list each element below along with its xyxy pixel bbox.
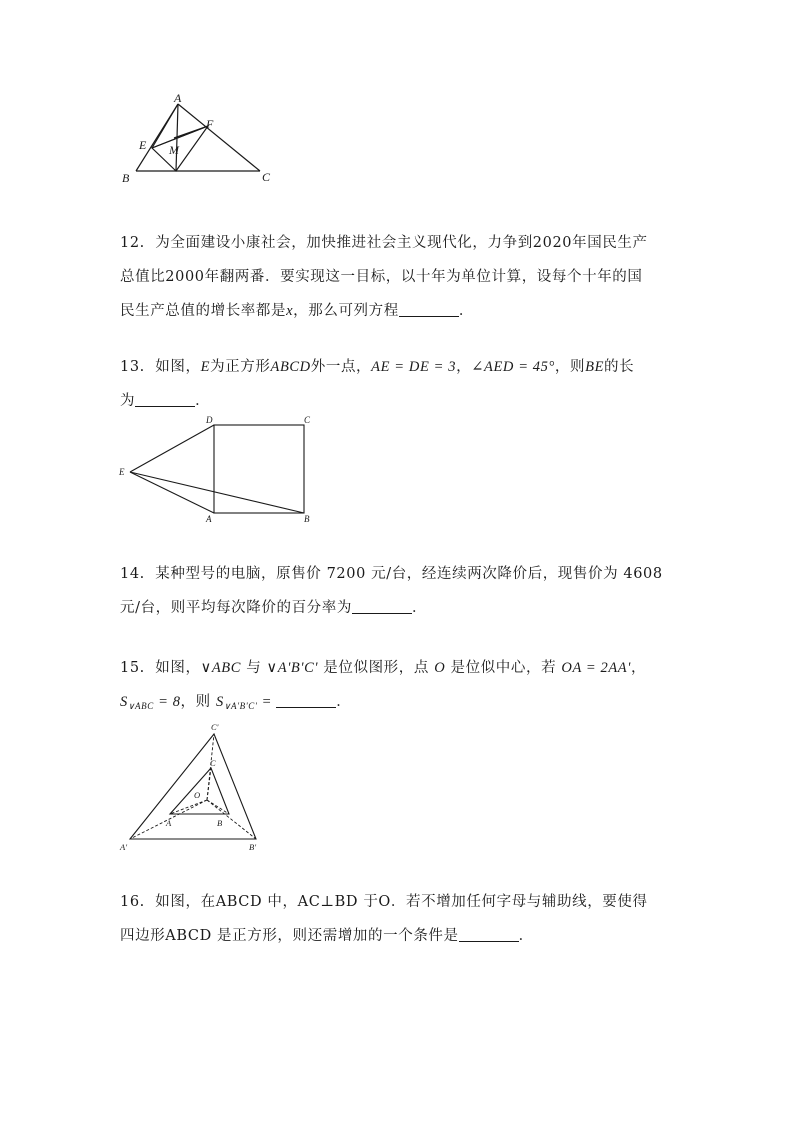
math-triangle: ∨A'B'C' (266, 660, 319, 676)
label-b: B (304, 514, 310, 524)
question-13 (120, 350, 672, 418)
label-c: C (210, 758, 216, 768)
question-text: 元/台，则平均每次降价的百分率为 (120, 600, 352, 616)
question-text: 的长 (604, 359, 635, 375)
math-area: S (215, 694, 224, 710)
label-e: E (119, 467, 125, 477)
variable: x (286, 303, 294, 319)
question-text: 为正方形 (210, 359, 271, 375)
label-c: C (262, 170, 271, 184)
math-triangle: ∨ABC (200, 660, 242, 676)
question-text: 如图， (155, 359, 201, 375)
label-b: B (122, 171, 130, 185)
label-m: M (169, 143, 179, 157)
triangle-figure-q11 (110, 92, 280, 192)
period: ． (458, 303, 474, 319)
answer-blank (459, 927, 519, 942)
label-d: D (206, 415, 213, 425)
math-equation: OA = 2AA' (561, 660, 631, 676)
question-text: ，那么可列方程 (293, 303, 399, 319)
label-a: A (206, 514, 212, 524)
answer-blank (399, 302, 459, 317)
question-text: 是位似图形，点 (318, 660, 435, 676)
question-text: ，则 (180, 694, 216, 710)
math-angle: ∠AED = 45° (471, 359, 555, 375)
period: ． (518, 928, 534, 944)
math-be: BE (585, 359, 605, 375)
label-c: C (304, 415, 311, 425)
question-text: 外一点， (310, 359, 372, 375)
math-o: O (434, 660, 446, 676)
math-value: = 8 (153, 694, 181, 710)
question-text: 民生产总值的增长率都是 (120, 303, 287, 319)
period: ． (411, 600, 428, 616)
label-e: E (139, 138, 147, 152)
question-text: 与 (241, 660, 267, 676)
homothety-figure-q15 (116, 718, 266, 854)
label-a: A (166, 818, 172, 828)
label-f: F (206, 117, 214, 131)
math-area: S (120, 694, 128, 710)
question-16 (120, 885, 672, 953)
question-text: 如图， (155, 660, 201, 676)
question-number: 13. (120, 359, 145, 375)
label-b: B (217, 818, 223, 828)
label-c-prime: C' (211, 722, 219, 732)
math-equals: = (257, 694, 277, 710)
period: ． (195, 393, 211, 409)
math-e: E (200, 359, 211, 375)
math-subscript: ∨ABC (127, 701, 154, 711)
question-text: 四边形ABCD 是正方形，则还需增加的一个条件是 (120, 928, 459, 944)
question-number: 15. (120, 660, 145, 676)
question-14 (120, 557, 672, 625)
separator: ， (456, 359, 472, 375)
question-text: 总值比2000年翻两番．要实现这一目标，以十年为单位计算，设每个十年的国 (120, 269, 643, 285)
label-a: A (174, 91, 182, 105)
question-text: 是位似中心，若 (445, 660, 562, 676)
separator: ， (630, 660, 647, 676)
label-b-prime: B' (249, 842, 257, 852)
question-15 (120, 651, 672, 723)
question-number: 12. (120, 235, 145, 251)
math-abcd: ABCD (270, 359, 311, 375)
label-a-prime: A' (120, 842, 128, 852)
answer-blank (352, 599, 412, 614)
math-equation: AE = DE = 3 (371, 359, 457, 375)
question-text: 如图，在ABCD 中，AC⊥BD 于O．若不增加任何字母与辅助线，要使得 (155, 894, 648, 910)
math-subscript: ∨A'B'C' (223, 701, 258, 711)
answer-blank (276, 693, 336, 708)
square-figure-q13 (116, 412, 326, 530)
period: ． (336, 694, 352, 710)
question-text: 为 (120, 393, 136, 409)
answer-blank (135, 392, 195, 407)
question-12 (120, 226, 672, 328)
question-number: 16. (120, 894, 145, 910)
question-text: ，则 (554, 359, 586, 375)
question-text: 为全面建设小康社会，加快推进社会主义现代化，力争到2020年国民生产 (155, 235, 648, 251)
label-o: O (194, 790, 201, 800)
question-text: 某种型号的电脑，原售价 7200 元/台，经连续两次降价后，现售价为 4608 (155, 566, 663, 582)
question-number: 14. (120, 566, 145, 582)
